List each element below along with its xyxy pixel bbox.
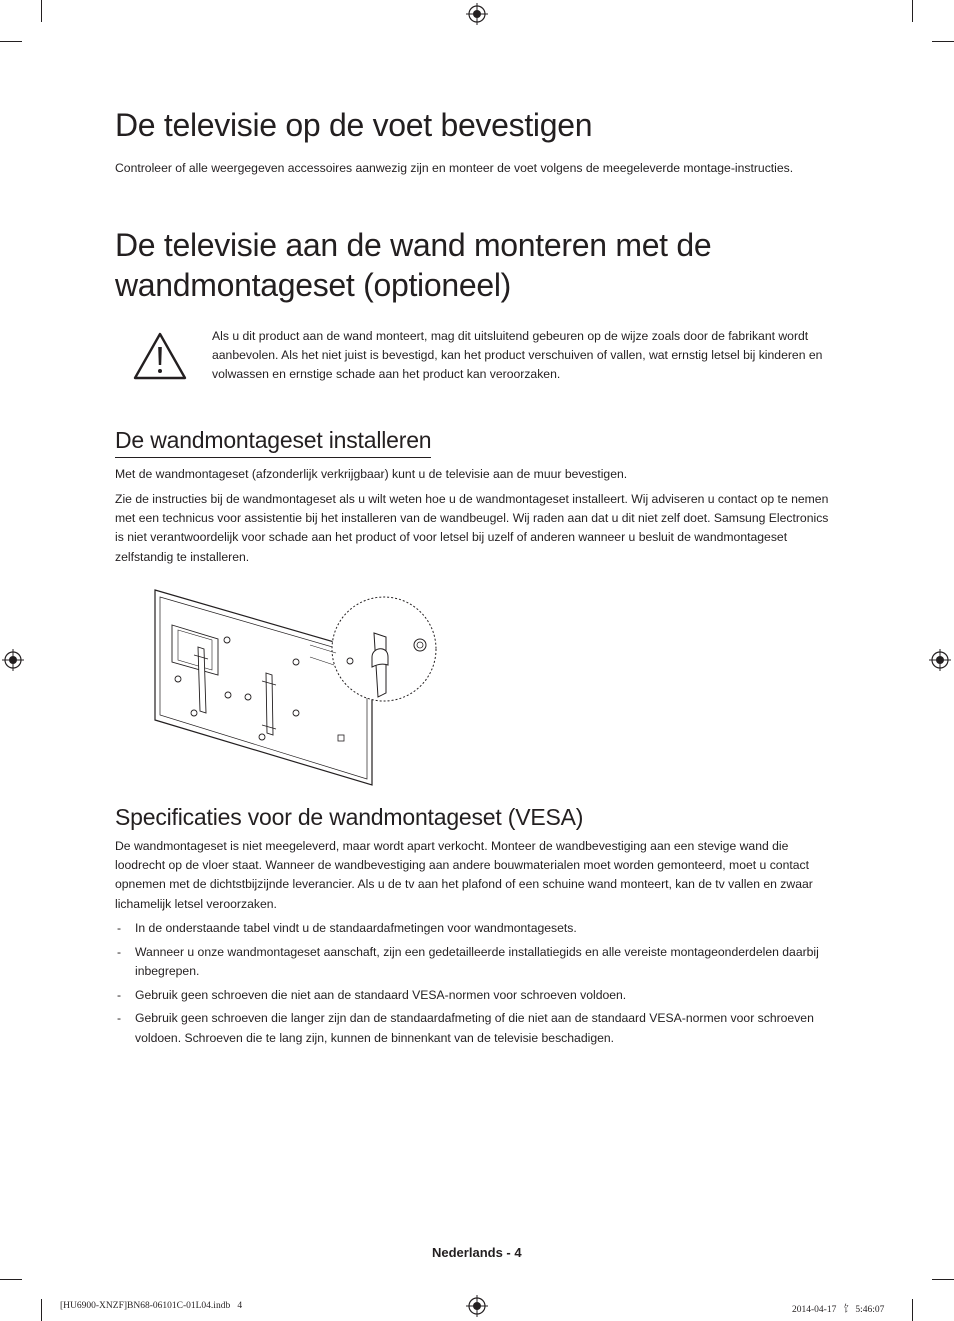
registration-mark-icon	[466, 1295, 488, 1317]
install-intro-text: Met de wandmontageset (afzonderlijk verkrijgbaar) kunt u de televisie aan de muur bevestigen.	[115, 467, 628, 481]
crop-mark	[41, 0, 42, 22]
list-item	[115, 1009, 827, 1047]
bullet-marker: -	[117, 1011, 122, 1026]
list-item-text: Gebruik geen schroeven die niet aan de standaard VESA-normen voor schroeven voldoen.	[135, 987, 627, 1002]
page-number: Nederlands - 4	[432, 1245, 522, 1260]
section-title-wall-mount	[115, 226, 855, 305]
bullet-marker: -	[117, 921, 122, 935]
list-item	[115, 919, 827, 938]
crop-mark	[932, 41, 954, 42]
vesa-intro-text: De wandmontageset is niet meegeleverd, maar wordt apart verkocht. Monteer de wandbevestiging aan een stevige wand die loodrecht op de vloer staat. Wanneer de wandbevestiging aan andere bouwmaterialen moet worden gemonteerd, moet u contact opnemen met de dichtstbijzijnde leverancier. Als u de tv aan het plafond of een schuine wand monteert, kan de tv vallen en zwaar lichamelijk letsel veroorzaken.	[115, 839, 813, 911]
bullet-marker: -	[117, 987, 122, 1002]
warning-text: Als u dit product aan de wand monteert, mag dit uitsluitend gebeuren op de wijze zoals door de fabrikant wordt aanbevolen. Als het niet juist is bevestigd, kan het product verschuiven of vallen, wat ernstig letsel bij kinderen en volwassen en ernstige schade aan het product kan veroorzaken.	[212, 329, 823, 382]
footer-timestamp: 2014-04-17 ⻠ 5:46:07	[792, 1305, 885, 1315]
stand-instructions-text: Controleer of alle weergegeven accessoires aanwezig zijn en monteer de voet volgens de meegeleverde montage-instructies.	[115, 161, 794, 175]
wall-mount-illustration	[150, 585, 445, 795]
subsection-title-vesa: Specificaties voor de wandmontageset (VESA)	[115, 804, 584, 830]
crop-mark	[912, 0, 913, 22]
crop-mark	[912, 1299, 913, 1321]
registration-mark-icon	[2, 649, 24, 671]
warning-triangle-icon	[131, 330, 189, 387]
section-title-line: wandmontageset (optioneel)	[115, 266, 512, 303]
section-title-line: De televisie aan de wand monteren met de	[115, 227, 712, 263]
registration-mark-icon	[929, 649, 951, 671]
registration-mark-icon	[466, 3, 488, 25]
vesa-bullet-list	[115, 919, 827, 1052]
list-item	[115, 986, 827, 1005]
bullet-marker: -	[117, 944, 122, 959]
crop-mark	[0, 1279, 22, 1280]
list-item-text: Wanneer u onze wandmontageset aanschaft, zijn een gedetailleerde installatiegids en alle vereiste montageonderdelen daarbij inbegrepen.	[135, 944, 819, 978]
crop-mark	[0, 41, 22, 42]
list-item-text: In de onderstaande tabel vindt u de standaardafmetingen voor wandmontagesets.	[135, 921, 577, 935]
section-title-stand: De televisie op de voet bevestigen	[115, 107, 593, 143]
list-item-text: Gebruik geen schroeven die langer zijn dan de standaardafmeting of die niet aan de standaard VESA-normen voor schroeven voldoen. Schroeven die te lang zijn, kunnen de binnenkant van de televisie beschadigen.	[135, 1011, 814, 1045]
install-instructions-text: Zie de instructies bij de wandmontageset als u wilt weten hoe u de wandmontageset installeert. Wij adviseren u contact op te nemen met een technicus voor assistentie bij het installeren van de wandbeugel. Wij raden aan dat u dit niet zelf doet. Samsung Electronics is niet verantwoordelijk voor schade aan het product of voor letsel bij uzelf of anderen wanneer u besluit de wandmontageset zelfstandig te installeren.	[115, 492, 829, 564]
footer-file-name: [HU6900-XNZF]BN68-06101C-01L04.indb 4	[60, 1301, 243, 1311]
list-item	[115, 943, 827, 981]
crop-mark	[932, 1279, 954, 1280]
crop-mark	[41, 1299, 42, 1321]
subsection-title-install: De wandmontageset installeren	[115, 427, 431, 458]
